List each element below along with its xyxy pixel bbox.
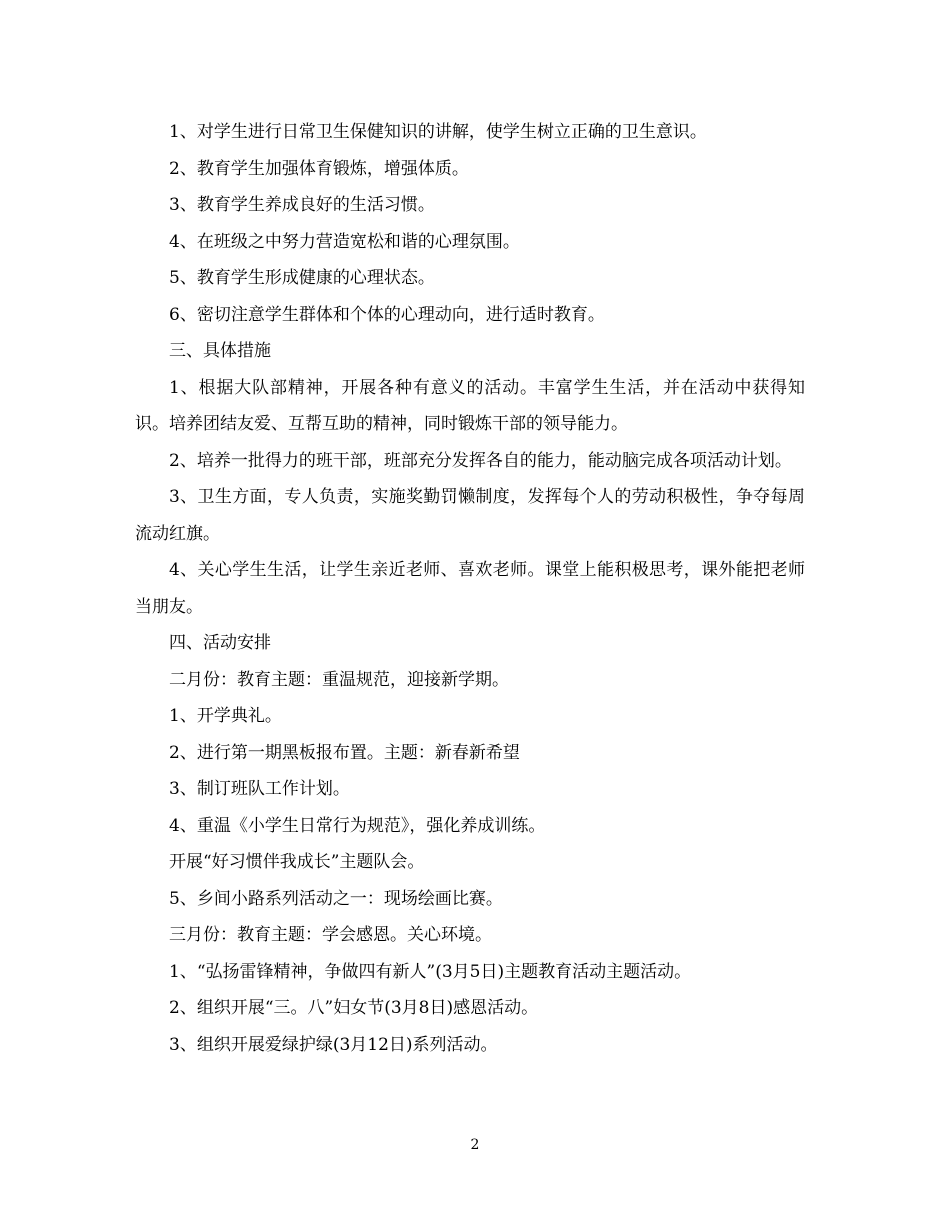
paragraph-living-habits: 3、教育学生养成良好的生活习惯。: [169, 195, 435, 215]
paragraph-march-item-2: 2、组织开展“三。八”妇女节(3月8日)感恩活动。: [169, 998, 539, 1018]
paragraph-march-item-3: 3、组织开展爱绿护绿(3月12日)系列活动。: [169, 1034, 498, 1055]
paragraph-february-meeting: 开展“好习惯伴我成长”主题队会。: [169, 852, 425, 872]
paragraph-measure-cadres: 2、培养一批得力的班干部，班部充分发挥各自的能力，能动脑完成各项活动计划。: [169, 450, 792, 471]
paragraph-march-theme: 三月份：教育主题：学会感恩。关心环境。: [169, 925, 492, 945]
paragraph-measure-hygiene: 3、卫生方面，专人负责，实施奖勤罚懒制度，发挥每个人的劳动积极性，争夺每周流动红旗。: [135, 487, 805, 544]
paragraph-measure-care: 4、关心学生生活，让学生亲近老师、喜欢老师。课堂上能积极思考，课外能把老师当朋友。: [135, 560, 805, 617]
paragraph-february-item-1: 1、开学典礼。: [169, 706, 282, 726]
paragraph-psychological-attention: 6、密切注意学生群体和个体的心理动向，进行适时教育。: [169, 304, 605, 325]
paragraph-healthy-mind: 5、教育学生形成健康的心理状态。: [169, 268, 435, 288]
section-heading-measures: 三、具体措施: [169, 341, 271, 361]
paragraph-march-item-1: 1、“弘扬雷锋精神，争做四有新人”(3月5日)主题教育活动主题活动。: [169, 961, 692, 982]
paragraph-february-item-2: 2、进行第一期黑板报布置。主题：新春新希望: [169, 742, 520, 763]
paragraph-february-item-3: 3、制订班队工作计划。: [169, 779, 350, 799]
section-heading-schedule: 四、活动安排: [169, 633, 271, 653]
paragraph-health-knowledge: 1、对学生进行日常卫生保健知识的讲解，使学生树立正确的卫生意识。: [169, 122, 707, 142]
page-number: 2: [470, 1137, 480, 1153]
paragraph-physical-exercise: 2、教育学生加强体育锻炼，增强体质。: [169, 158, 469, 179]
document-body: [135, 114, 805, 1063]
paragraph-february-theme: 二月份：教育主题：重温规范，迎接新学期。: [169, 669, 509, 690]
paragraph-february-item-4: 4、重温《小学生日常行为规范》，强化养成训练。: [169, 815, 546, 836]
paragraph-february-item-5: 5、乡间小路系列活动之一：现场绘画比赛。: [169, 888, 503, 909]
paragraph-class-atmosphere: 4、在班级之中努力营造宽松和谐的心理氛围。: [169, 231, 520, 252]
paragraph-measure-activities: 1、根据大队部精神，开展各种有意义的活动。丰富学生生活，并在活动中获得知识。培养团结友爱、互帮互助的精神，同时锻炼干部的领导能力。: [135, 377, 805, 434]
